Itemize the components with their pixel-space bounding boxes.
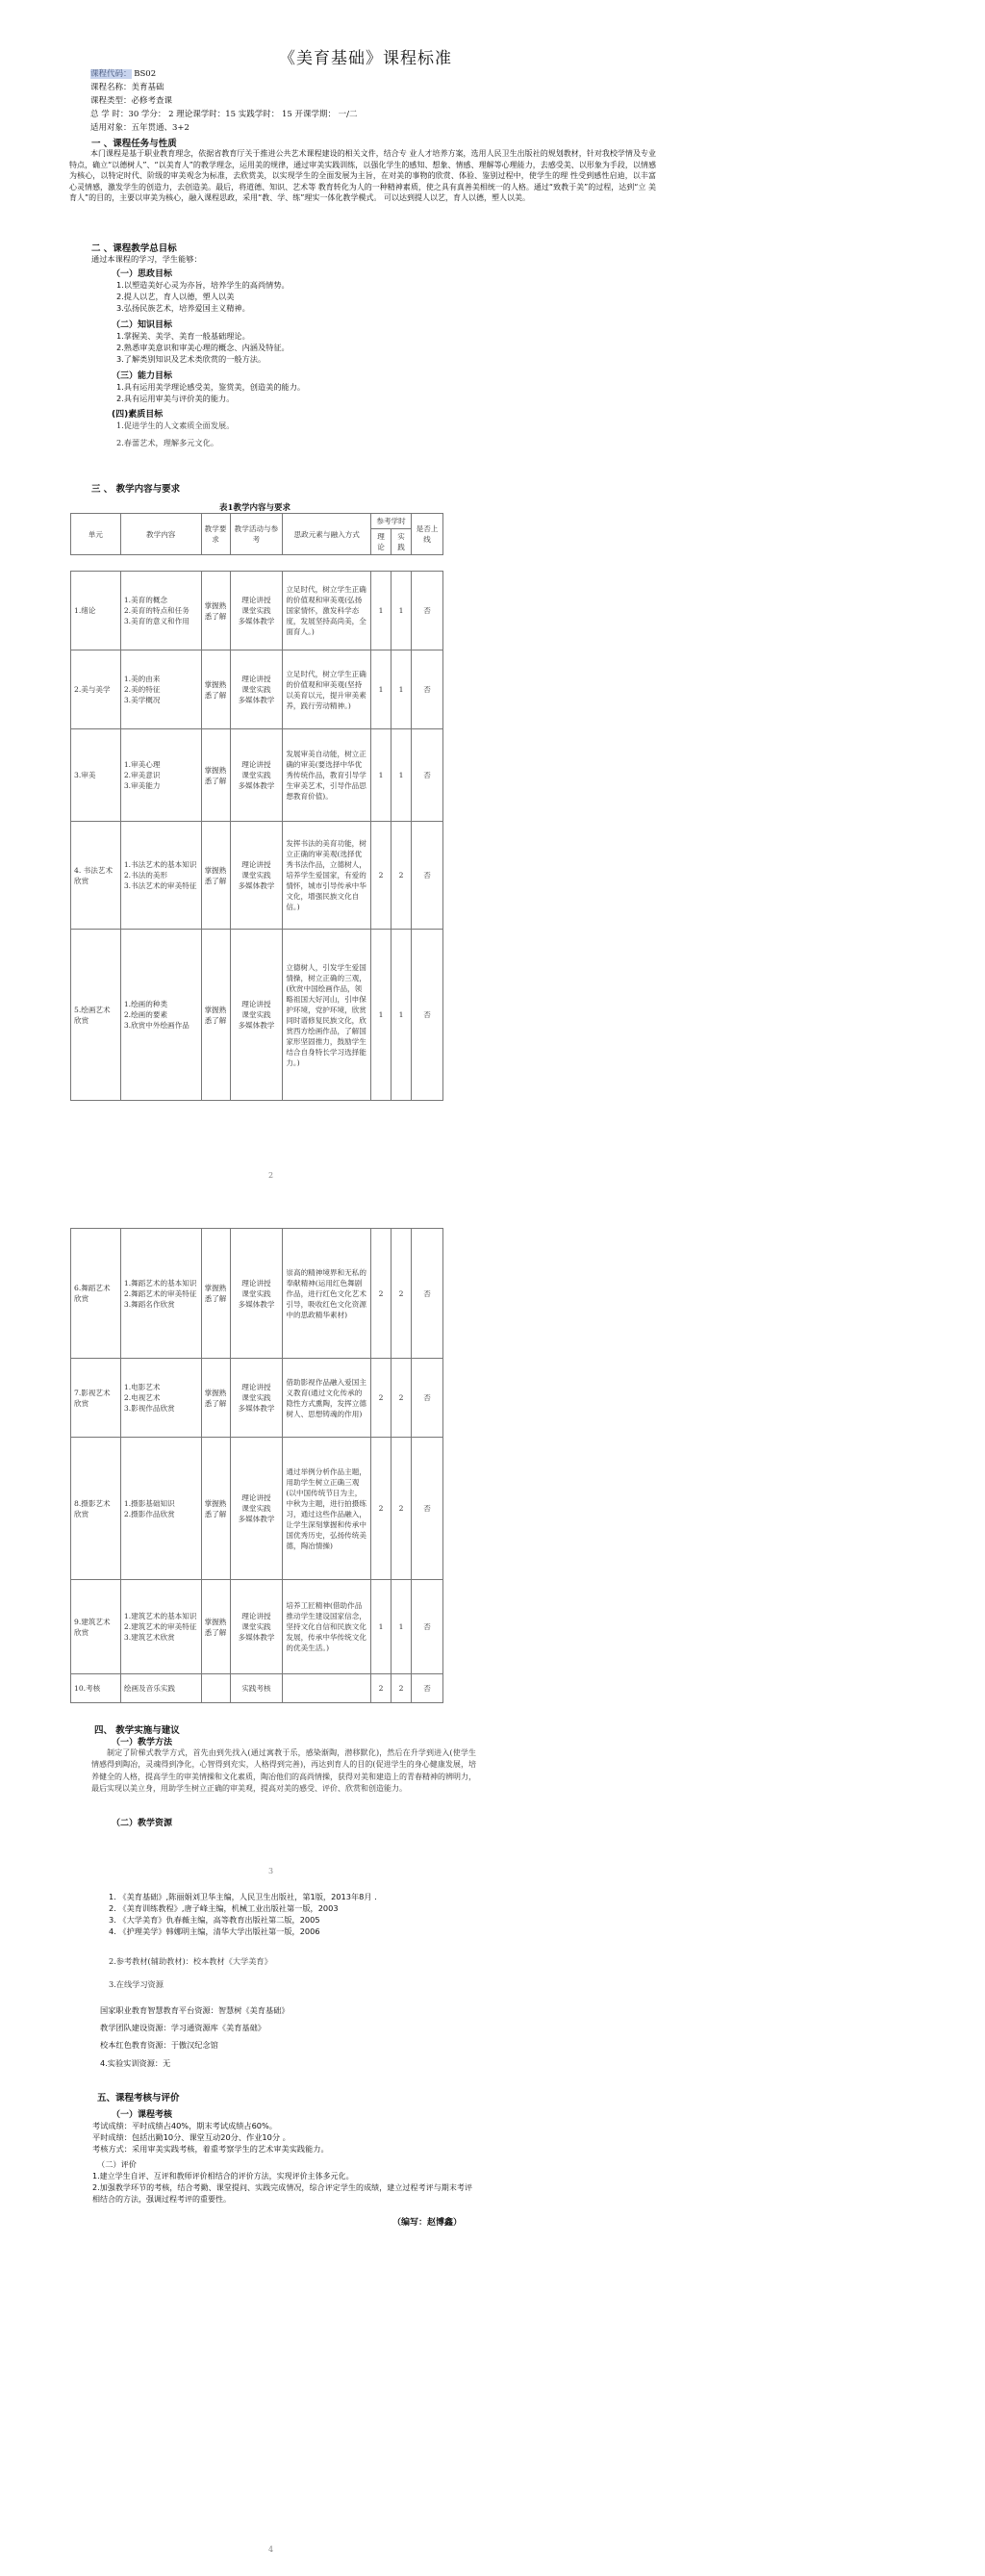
practice-hours-cell: 2: [391, 1359, 412, 1438]
info-line-code: [90, 67, 358, 81]
unit-cell: 5.绘画艺术欣赏: [71, 930, 121, 1101]
content-cell: 1.美育的概念 2.美育的特点和任务 3.美育的意义和作用: [120, 572, 201, 650]
practice-hours-cell: 1: [391, 729, 412, 822]
header-online: 是否上线: [412, 514, 443, 555]
teaching-method-title: （一）教学方法: [112, 1738, 173, 1747]
content-cell: 1.书法艺术的基本知识 2.书法的美形 3.书法艺术的审美特征: [120, 822, 201, 930]
header-requirement: 教学要求: [201, 514, 230, 555]
unit-cell: 9.建筑艺术欣赏: [71, 1580, 121, 1674]
online-resources-list: [100, 2002, 290, 2053]
content-cell: 1.审美心理 2.审美意识 3.审美能力: [120, 729, 201, 822]
practice-hours-cell: 1: [391, 930, 412, 1101]
unit-cell: 10.考核: [71, 1674, 121, 1703]
table-row: [71, 1438, 443, 1580]
goal-group-title: (四)素质目标: [112, 410, 164, 420]
course-assessment-title: （一）课程考核: [112, 2110, 173, 2120]
info-line-type: [90, 94, 358, 108]
requirement-cell: 掌握熟悉了解: [201, 1229, 230, 1359]
ideology-cell: 借助影视作品融入爱国主义教育(通过文化传承的隐性方式熏陶，发挥立德树人、思想铸魂的作用): [283, 1359, 371, 1438]
section-2-intro: 通过本课程的学习，学生能够：: [91, 254, 202, 264]
info-value: 30 学分： 2 理论课学时：15 实践学时： 15 开课学期： 一/二: [128, 110, 358, 119]
online-cell: 否: [412, 1359, 443, 1438]
info-label: 总 学 时：: [90, 110, 129, 119]
ideology-cell: 通过举例分析作品主题，用助学生树立正确三观(以中国传统节日为主，中秋为主题，进行拍摄练习，通过这些作品融入，让学生深刻掌握和传承中国优秀历史，弘扬传统美德，陶冶情操): [283, 1438, 371, 1580]
info-line-audience: [90, 121, 358, 135]
online-cell: 否: [412, 650, 443, 729]
ideology-cell: 立足时代，树立学生正确的价值观和审美观(弘扬国家情怀，激发科学态度，发展坚持高尚美，全面育人。): [283, 572, 371, 650]
list-item: 1.促进学生的人文素质全面发展。: [116, 421, 235, 430]
section-1-heading: 一 、课程任务与性质: [91, 139, 177, 149]
evaluation-title: （二）评价: [97, 2159, 137, 2169]
goal-list-quality: [116, 420, 234, 448]
list-item: 平时成绩：包括出勤10分、课堂互动20分、作业10分 。: [92, 2132, 290, 2142]
table-row: [71, 822, 443, 930]
table-row: [71, 1674, 443, 1703]
list-item: 2.春蕾艺术，理解多元文化。: [116, 438, 219, 447]
table-row: [71, 1229, 443, 1359]
list-item: 3.弘扬民族艺术，培养爱国主义精神。: [116, 303, 250, 313]
content-cell: 1.美的由来 2.美的特征 3.美学概况: [120, 650, 201, 729]
header-practice: 实践: [391, 529, 412, 555]
info-label: 课程名称：: [90, 83, 132, 92]
info-line-hours: [90, 108, 358, 121]
list-item: 3.了解类别知识及艺术类欣赏的一般方法。: [116, 354, 266, 364]
textbook-list: [109, 1891, 377, 1937]
section-5-heading: 五、课程考核与评价: [97, 2093, 180, 2104]
list-item: 1.以塑造美好心灵为亦旨，培养学生的高尚情势。: [116, 280, 290, 290]
content-cell: 1.舞蹈艺术的基本知识 2.舞蹈艺术的审美特征 3.舞蹈名作欣赏: [120, 1229, 201, 1359]
section-3-heading: 三 、 教学内容与要求: [91, 484, 181, 495]
method-cell: 理论讲授 课堂实践 多媒体教学: [230, 1580, 283, 1674]
reference-textbook: 2.参考教材(辅助教材)：校本教材《大学美育》: [109, 1956, 272, 1966]
goal-group-title: （三）能力目标: [112, 371, 173, 381]
list-item: 4. 《护理美学》韩娜明主编，清华大学出版社第一版，2006: [109, 1926, 320, 1936]
page-number: 4: [268, 2545, 274, 2554]
method-cell: 理论讲授 课堂实践 多媒体教学: [230, 1359, 283, 1438]
content-cell: 1.摄影基础知识 2.摄影作品欣赏: [120, 1438, 201, 1580]
page-number: 2: [268, 1171, 274, 1180]
unit-cell: 6.舞蹈艺术欣赏: [71, 1229, 121, 1359]
practice-hours-cell: 2: [391, 1438, 412, 1580]
practice-resources: 4.实验实训资源：无: [100, 2058, 171, 2068]
info-line-name: [90, 81, 358, 94]
list-item: 教学团队建设资源：学习通资源库《美育基础》: [100, 2023, 265, 2032]
unit-cell: 8.摄影艺术欣赏: [71, 1438, 121, 1580]
teaching-resources-title: （二）教学资源: [112, 1819, 173, 1828]
page-number: 3: [268, 1867, 274, 1875]
list-item: 2. 《美育训练教程》,唐子峰主编，机械工业出版社第一版，2003: [109, 1903, 339, 1913]
online-cell: 否: [412, 1674, 443, 1703]
requirement-cell: 掌握熟悉了解: [201, 729, 230, 822]
method-cell: 理论讲授 课堂实践 多媒体教学: [230, 1229, 283, 1359]
ideology-cell: 立足时代，树立学生正确的价值观和审美观(坚持以美育以元，提升审美素养，践行劳动精神。): [283, 650, 371, 729]
table-header-row: [71, 514, 443, 529]
header-content: 教学内容: [120, 514, 201, 555]
list-item: 2.具有运用审美与评价美的能力。: [116, 394, 235, 403]
content-cell: 1.建筑艺术的基本知识 2.建筑艺术的审美特征 3.建筑艺术欣赏: [120, 1580, 201, 1674]
practice-hours-cell: 2: [391, 1674, 412, 1703]
method-cell: 理论讲授 课堂实践 多媒体教学: [230, 572, 283, 650]
online-cell: 否: [412, 1229, 443, 1359]
online-cell: 否: [412, 572, 443, 650]
practice-hours-cell: 1: [391, 650, 412, 729]
theory-hours-cell: 1: [371, 930, 391, 1101]
method-cell: 理论讲授 课堂实践 多媒体教学: [230, 729, 283, 822]
info-value: BS02: [134, 69, 157, 79]
table-row: [71, 650, 443, 729]
theory-hours-cell: 2: [371, 1674, 391, 1703]
ideology-cell: 立德树人，引发学生爱国情操，树立正确的三观，(欣赏中国绘画作品，领略祖国大好河山，引申保护环境，党护环境，欣赏同时谱修复民族文化，欣赏西方绘画作品，了解国家形坚固推力，鼓励学生结合自身特长学习选择能力。): [283, 930, 371, 1101]
theory-hours-cell: 2: [371, 1229, 391, 1359]
ideology-cell: 发挥书法的美育功能，树立正确的审美观(选择优秀书法作品，立德树人，培养学生爱国家，有爱的情怀，城市引导传承中华文化，增强民族文化自信。): [283, 822, 371, 930]
requirement-cell: 掌握熟悉了解: [201, 650, 230, 729]
online-cell: 否: [412, 729, 443, 822]
theory-hours-cell: 1: [371, 1580, 391, 1674]
table-row: [71, 930, 443, 1101]
evaluation-list: [92, 2171, 472, 2206]
method-cell: 理论讲授 课堂实践 多媒体教学: [230, 650, 283, 729]
practice-hours-cell: 1: [391, 1580, 412, 1674]
practice-hours-cell: 2: [391, 1229, 412, 1359]
section-1-paragraph: 本门课程是基于职业教育理念，依据省教育厅关于推进公共艺术课程建设的相关文件，结合专 业人才培养方案，选用人民卫生出版社的规划教材，针对我校学情及专业特点，确立“以德树人”、“以美育人”的教学理念，运用美的规律，通过审美实践训练，以强化学生的感知、想象、情感、理解等心理能力，去感受美、以形象为手段，以情感为核心，以特定时代、阶级的审美观念为标准，去欣赏美，以实现学生的全面发展为主旨，在对美的事物的欣赏、体验、鉴别过程中，使学生的理 性受到感性启迪，以丰富心灵情感，激发学生的创造力，去创造美。最后，将道德、知识、艺术等 教育转化为人的一种精神素质，使之具有真善美相统一的人格。通过“致教于美”的过程，达到“立 美育人”的目的，主要以审美为核心，融入课程思政，采用“教、学、练”理实一体化教学模式。 可以达到提人以艺，育人以德，塑人以美。: [69, 149, 656, 203]
online-cell: 否: [412, 1438, 443, 1580]
table-row: [71, 572, 443, 650]
method-cell: 实践考核: [230, 1674, 283, 1703]
info-value: 美育基础: [131, 83, 164, 92]
table-row: [71, 1359, 443, 1438]
online-resources-title: 3.在线学习资源: [109, 1979, 164, 1989]
theory-hours-cell: 2: [371, 1359, 391, 1438]
info-label: 适用对象：: [90, 123, 132, 133]
list-item: 3. 《大学美育》仇春薇主编，高等教育出版社第二版，2005: [109, 1915, 320, 1925]
content-cell: 1.电影艺术 2.电视艺术 3.影视作品欣赏: [120, 1359, 201, 1438]
goal-list-ideology: [116, 279, 290, 314]
list-item: 2.加强教学环节的考核，结合考勤、课堂提问、实践完成情况，综合评定学生的成绩，建立过程考评与期末考评相结合的方法，强调过程考评的重要性。: [92, 2183, 472, 2204]
theory-hours-cell: 2: [371, 822, 391, 930]
section-2-heading: 二 、课程教学总目标: [91, 243, 177, 254]
requirement-cell: 掌握熟悉了解: [201, 1580, 230, 1674]
course-content-table: [70, 513, 443, 1101]
list-item: 考核方式：采用审美实践考核，着重考察学生的艺术审美实践能力。: [92, 2144, 329, 2154]
requirement-cell: 掌握熟悉了解: [201, 1359, 230, 1438]
practice-hours-cell: 1: [391, 572, 412, 650]
list-item: 2.提人以艺，育人以德，塑人以美: [116, 292, 235, 301]
document-page-2: [0, 1203, 985, 2576]
goal-group-title: （二）知识目标: [112, 320, 173, 330]
document-page-1: [0, 0, 985, 1203]
list-item: 1. 《美育基础》,陈丽娟刘卫华主编，人民卫生出版社，第1版，2013年8月 .: [109, 1892, 377, 1901]
method-cell: 理论讲授 课堂实践 多媒体教学: [230, 930, 283, 1101]
course-content-table-continued: [70, 1228, 443, 1703]
header-hours: 参考学时: [371, 514, 412, 529]
header-method: 教学活动与参考: [230, 514, 283, 555]
header-theory: 理论: [371, 529, 391, 555]
requirement-cell: 掌握熟悉了解: [201, 1438, 230, 1580]
unit-cell: 7.影视艺术欣赏: [71, 1359, 121, 1438]
header-unit: 单元: [71, 514, 121, 555]
info-label: 课程类型：: [90, 96, 132, 106]
course-info-block: [90, 67, 358, 135]
info-value: 必修考查课: [131, 96, 173, 106]
list-item: 1.掌握美、美学、美育一般基础理论。: [116, 331, 250, 341]
unit-cell: 3.审美: [71, 729, 121, 822]
method-cell: 理论讲授 课堂实践 多媒体教学: [230, 1438, 283, 1580]
unit-cell: 2.美与美学: [71, 650, 121, 729]
requirement-cell: [201, 1674, 230, 1703]
list-item: 2.熟悉审美意识和审美心理的概念、内涵及特征。: [116, 343, 290, 352]
goal-group-title: （一）思政目标: [112, 269, 173, 279]
ideology-cell: 培养工匠精神(借助作品推动学生建设国家信念，坚持文化自信和民族文化发展，传承中华传统文化的优美生活。): [283, 1580, 371, 1674]
requirement-cell: 掌握熟悉了解: [201, 930, 230, 1101]
ideology-cell: 崇高的精神境界和无私的奉献精神(运用红色舞剧作品，进行红色文化艺术引导，吸收红色文化资源中的思政精华素材): [283, 1229, 371, 1359]
document-title: 《美育基础》课程标准: [279, 49, 452, 68]
table-caption: 表1教学内容与要求: [219, 503, 290, 513]
header-ideology: 思政元素与融入方式: [283, 514, 371, 555]
method-cell: 理论讲授 课堂实践 多媒体教学: [230, 822, 283, 930]
theory-hours-cell: 1: [371, 572, 391, 650]
table-row: [71, 729, 443, 822]
list-item: 国家职业教育智慧教育平台资源：智慧树《美育基础》: [100, 2005, 290, 2015]
unit-cell: 4. 书法艺术欣赏: [71, 822, 121, 930]
author-signature: （编写：赵博鑫）: [391, 2218, 462, 2228]
content-cell: 绘画及音乐实践: [120, 1674, 201, 1703]
goal-list-knowledge: [116, 330, 290, 365]
section-4-heading: 四、 教学实施与建议: [94, 1725, 180, 1736]
teaching-method-paragraph: 制定了阶梯式教学方式，首先由到先找入(通过寓教于乐，感染渐陶，潜移默化)，然后在升学到进入(使学生情感得到陶冶，灵魂得到净化，心智得到充实，人格得到完善)，再达到育人的目的(促进学生的身心健康发展，培养健全的人格，提高学生的审美情操和文化素质，陶冶他们的高尚情操，获得对美和建造上的青春精神的辨明力，最后实现以美立身，用助学生树立正确的审美观，提高对美的感受、评价、欣赏和创造能力。: [91, 1748, 476, 1794]
table-row: [71, 1580, 443, 1674]
theory-hours-cell: 2: [371, 1438, 391, 1580]
unit-cell: 1.绪论: [71, 572, 121, 650]
list-item: 1.具有运用美学理论感受美，鉴赏美，创造美的能力。: [116, 382, 306, 392]
online-cell: 否: [412, 822, 443, 930]
practice-hours-cell: 2: [391, 822, 412, 930]
online-cell: 否: [412, 930, 443, 1101]
theory-hours-cell: 1: [371, 650, 391, 729]
info-value: 五年贯通、3+2: [131, 123, 189, 133]
assessment-list: [92, 2120, 329, 2155]
requirement-cell: 掌握熟悉了解: [201, 572, 230, 650]
content-cell: 1.绘画的种类 2.绘画的要素 3.欣赏中外绘画作品: [120, 930, 201, 1101]
list-item: 1.建立学生自评、互评和教师评价相结合的评价方法，实现评价主体多元化。: [92, 2172, 354, 2181]
online-cell: 否: [412, 1580, 443, 1674]
theory-hours-cell: 1: [371, 729, 391, 822]
info-label: 课程代码：: [90, 69, 132, 79]
ideology-cell: [283, 1674, 371, 1703]
list-item: 校本红色教育资源：于傲汉纪念馆: [100, 2040, 218, 2050]
requirement-cell: 掌握熟悉了解: [201, 822, 230, 930]
ideology-cell: 发展审美自动能，树立正确的审美(要选择中华优秀传统作品，教育引导学生审美艺术，引导作品思想教育价值)。: [283, 729, 371, 822]
list-item: 考试成绩：平时成绩占40%，期末考试成绩占60%。: [92, 2121, 277, 2130]
goal-list-ability: [116, 381, 305, 404]
